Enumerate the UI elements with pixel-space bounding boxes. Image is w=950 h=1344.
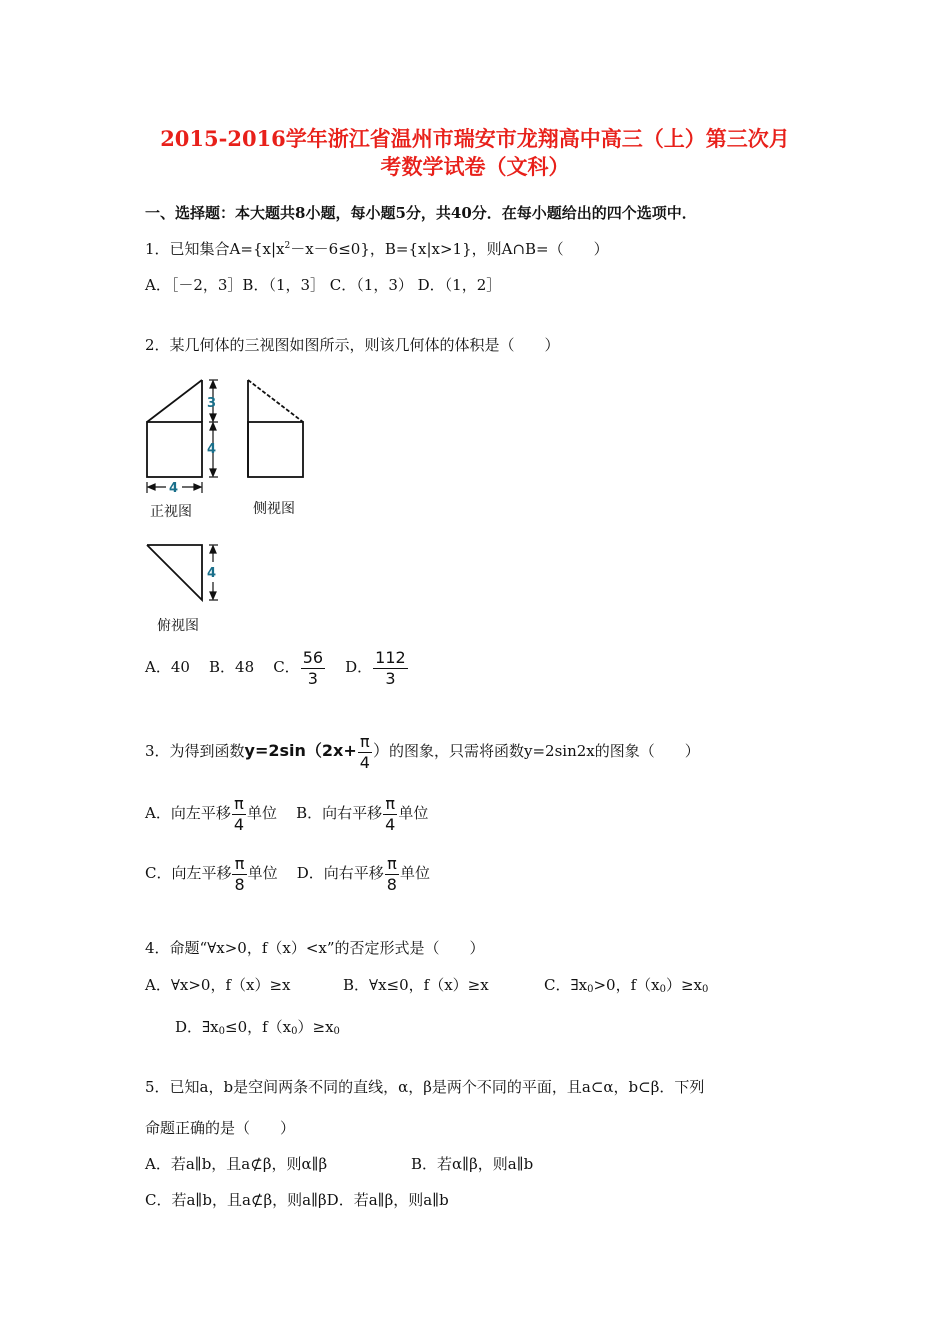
page-title-line1: 2015-2016学年浙江省温州市瑞安市龙翔高中高三（上）第三次月 [160, 126, 790, 151]
option-b: B．48 [209, 658, 255, 676]
side-view-slant [248, 380, 303, 422]
question-5-stem-line2: 命题正确的是（ ） [145, 1119, 296, 1137]
dim-4-height-label: 4 [207, 442, 217, 457]
question-5-stem-line1: 5．已知a，b是空间两条不同的直线，α，β是两个不同的平面，且a⊂α，b⊂β．下列 [145, 1078, 705, 1096]
front-view-label: 正视图 [150, 504, 192, 520]
question-5-option-b: B．若α∥β，则a∥b [411, 1155, 534, 1173]
question-3-options-row1: A．向左平移 $\frac{\pi}{4}$ 单位 B．向右平移 $\frac{\pi}{4}$ 单位 [145, 793, 429, 834]
top-view-label: 俯视图 [157, 618, 199, 634]
dim-4-width-label: 4 [169, 481, 179, 496]
question-5-option-a: A．若a∥b，且a⊄β，则α∥β [145, 1155, 328, 1173]
question-2-options: A．40 B．48 C． $\frac{56}{3}$ D． $\frac{112}{3}$ [145, 647, 406, 688]
question-4-option-a: A．∀x>0，f（x）≥x [145, 976, 291, 994]
question-3-stem: 3．为得到函数y=2sin（2x+ $\frac{\pi}{4}$ ）的图象，只需将函数y=2sin2x的图象（ ） [145, 731, 700, 772]
question-4-option-b: B．∀x≤0，f（x）≥x [343, 976, 489, 994]
question-4-option-c: C．$\exists x_0>0$，$f(x_0)\ge x_0$ [544, 976, 709, 995]
question-3-options-row2: C．向左平移 $\frac{\pi}{8}$ 单位 D．向右平移 $\frac{\pi}{8}$ 单位 [145, 853, 430, 894]
front-view-slant [147, 380, 202, 422]
three-view-figure [140, 372, 320, 642]
top-view-triangle [147, 545, 202, 600]
option-d-fraction: $\frac{112}{3}$ [375, 647, 406, 688]
section-heading: 一、选择题：本大题共8小题，每小题5分，共40分．在每小题给出的四个选项中． [145, 204, 697, 222]
option-a: A．40 [145, 658, 190, 676]
question-4-stem: 4．命题“∀x>0，f（x）<x”的否定形式是（ ） [145, 939, 485, 957]
question-4-option-d: D．$\exists x_0\le 0$，$f(x_0)\ge x_0$ [175, 1018, 340, 1037]
question-1-options: A．［－2，3］B．（1，3］ C．（1，3） D．（1，2］ [145, 276, 502, 294]
option-c-fraction: $\frac{56}{3}$ [302, 647, 324, 688]
question-5-option-cd: C．若a∥b，且a⊄β，则a∥βD．若a∥β，则a∥b [145, 1191, 449, 1209]
front-view-square [147, 422, 202, 477]
side-view-label: 侧视图 [253, 501, 295, 517]
question-1-stem: 1．已知集合$A=\{x|x^2-x-6\le 0\}$，B={x|x>1}，则A∩B=（ ） [145, 240, 609, 258]
dim-4-top-label: 4 [207, 566, 217, 581]
page-title-line2: 考数学试卷（文科） [380, 154, 570, 179]
dim-3-label: 3 [207, 396, 217, 411]
side-view-square [248, 422, 303, 477]
question-2-stem: 2．某几何体的三视图如图所示，则该几何体的体积是（ ） [145, 336, 560, 354]
func-fraction: $\frac{\pi}{4}$ [359, 731, 370, 772]
